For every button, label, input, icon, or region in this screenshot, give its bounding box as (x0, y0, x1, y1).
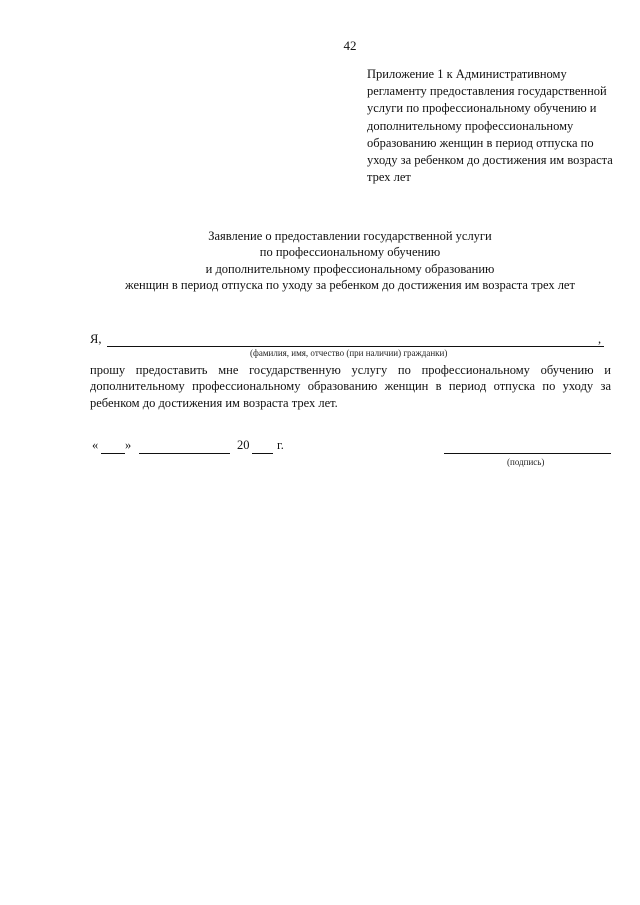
annex-reference: Приложение 1 к Административному регламенту предоставления государственной услуги по профессиональному обучению и дополнительному профессиональному образованию женщин в период отпуска по уходу за ребенком до достижения им возраста трех лет (367, 67, 613, 185)
applicant-prefix: Я, (90, 332, 102, 346)
date-year-field[interactable] (252, 453, 273, 454)
date-month-field[interactable] (139, 453, 230, 454)
date-day-field[interactable] (101, 453, 125, 454)
applicant-suffix: , (598, 332, 602, 346)
applicant-name-field[interactable] (107, 346, 597, 347)
title-line-4: женщин в период отпуска по уходу за ребенком до достижения им возраста трех лет (125, 278, 575, 293)
applicant-line-tail (597, 346, 604, 347)
date-close-quote: » (125, 438, 132, 452)
request-text: прошу предоставить мне государственную услугу по профессиональному обучению и дополнительному профессиональному образованию женщин в период отпуска по уходу за ребенком до достижения им возраста трех лет. (90, 363, 611, 410)
date-year-suffix: г. (277, 438, 284, 452)
date-year-prefix: 20 (237, 438, 250, 452)
title-line-2: по профессиональному обучению (259, 245, 441, 260)
signature-field[interactable] (444, 453, 611, 454)
applicant-caption: (фамилия, имя, отчество (при наличии) гражданки) (250, 348, 448, 358)
signature-caption: (подпись) (507, 457, 545, 467)
title-line-1: Заявление о предоставлении государственной услуги (208, 229, 492, 243)
title-line-3: и дополнительному профессиональному образованию (205, 261, 495, 276)
document-title (80, 228, 620, 294)
date-open-quote: « (92, 438, 99, 452)
page-number: 42 (343, 38, 357, 53)
